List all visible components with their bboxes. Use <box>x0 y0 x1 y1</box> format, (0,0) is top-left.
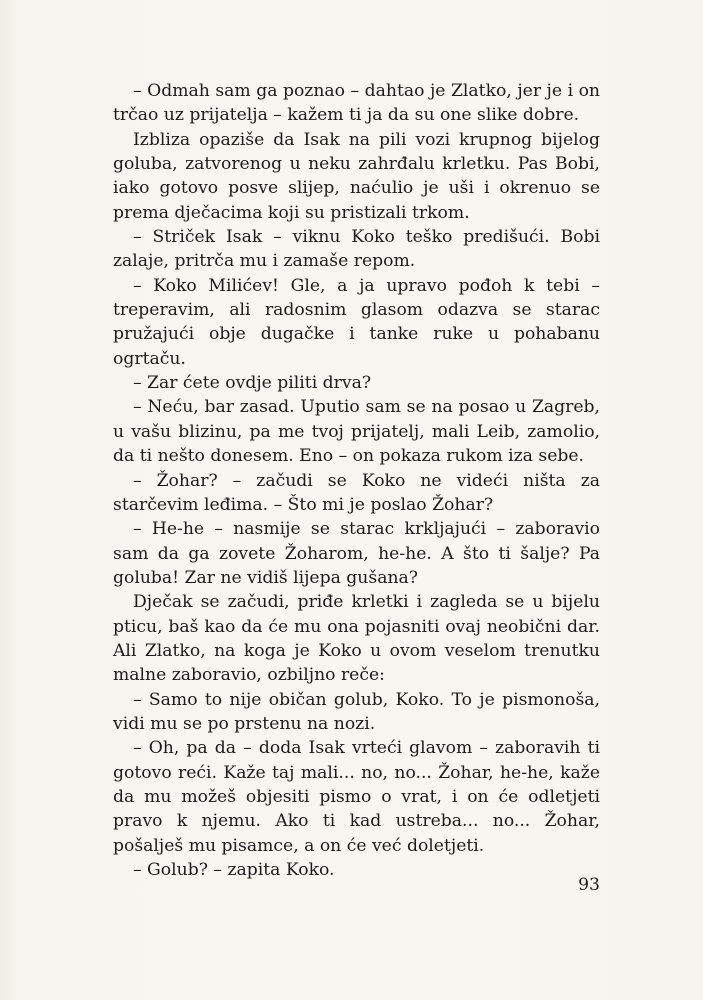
paragraph: – Neću, bar zasad. Uputio sam se na posao u Zagreb, u vašu blizinu, pa me tvoj prijatelj, mali Leib, zamolio, da ti nešto donesem. Eno – on pokaza rukom iza sebe. <box>113 397 600 467</box>
paragraph: – Striček Isak – viknu Koko teško predišući. Bobi zalaje, pritrča mu i zamaše repom. <box>113 227 600 272</box>
paragraph: – He-he – nasmije se starac krkljajući – zaboravio sam da ga zovete Žoharom, he-he. A što ti šalje? Pa goluba! Zar ne vidiš lijepa gušana? <box>113 519 600 588</box>
paragraph: – Oh, pa da – doda Isak vrteći glavom – zaboravih ti gotovo reći. Kaže taj mali... no, no... Žohar, he-he, kaže da mu možeš objesiti pismo o vrat, i on će odletjeti pravo k njemu. Ako ti kad ustreba... no... Žohar, pošalješ mu pisamce, a on će već doletjeti. <box>113 738 600 856</box>
page-number: 93 <box>578 875 600 895</box>
page-text <box>113 79 600 882</box>
paragraph: Izbliza opaziše da Isak na pili vozi krupnog bijelog goluba, zatvorenog u neku zahrđalu krletku. Pas Bobi, iako gotovo posve slijep, naćulio je uši i okrenuo se prema dječacima koji su pristizali trkom. <box>113 129 600 223</box>
paragraph: – Odmah sam ga poznao – dahtao je Zlatko, jer je i on trčao uz prijatelja – kažem ti ja da su one slike dobre. <box>113 81 600 126</box>
paragraph: – Koko Milićev! Gle, a ja upravo pođoh k tebi – treperavim, ali radosnim glasom odazva se starac pružajući obje dugačke i tanke ruke u pohabanu ogrtaču. <box>113 275 600 369</box>
paragraph: – Zar ćete ovdje piliti drva? <box>133 373 372 394</box>
paragraph: Dječak se začudi, priđe krletki i zagleda se u bijelu pticu, baš kao da će mu ona pojasniti ovaj neobični dar. Ali Zlatko, na koga je Koko u ovom veselom trenutku malne zaboravio, ozbiljno reče: <box>113 592 600 686</box>
paragraph: – Žohar? – začudi se Koko ne videći ništa za starčevim leđima. – Što mi je poslao Žohar? <box>113 470 600 515</box>
paragraph: – Golub? – zapita Koko. <box>133 860 335 880</box>
paragraph: – Samo to nije običan golub, Koko. To je pismonoša, vidi mu se po prstenu na nozi. <box>113 689 600 734</box>
